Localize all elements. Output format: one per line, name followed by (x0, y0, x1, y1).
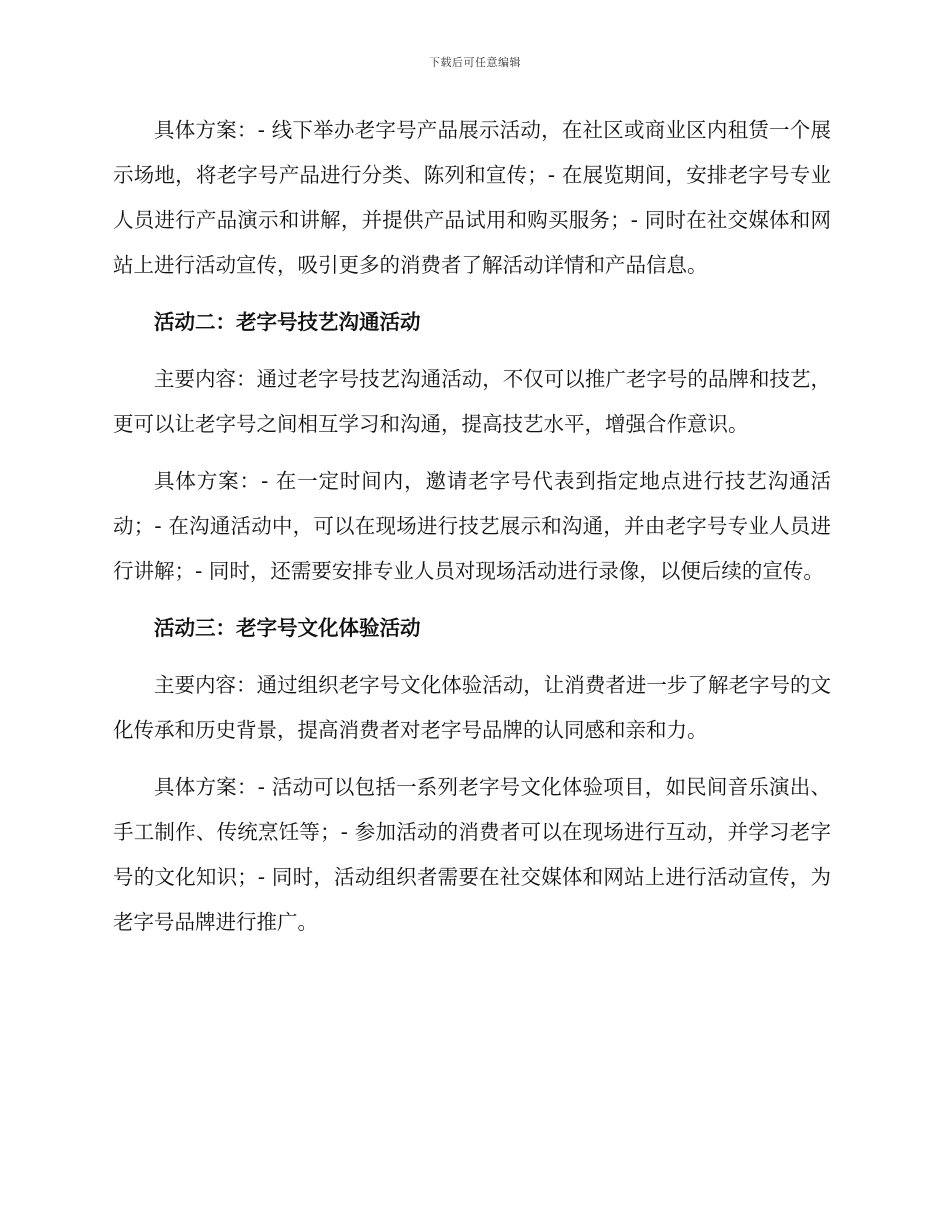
section-heading-activity-2: 活动二：老字号技艺沟通活动 (154, 310, 421, 334)
paragraph-content-3: 主要内容：通过组织老字号文化体验活动，让消费者进一步了解老字号的文化传承和历史背景，提高消费者对老字号品牌的认同感和亲和力。 (113, 673, 831, 742)
paragraph-content-2: 主要内容：通过老字号技艺沟通活动，不仅可以推广老字号的品牌和技艺，更可以让老字号之间相互学习和沟通，提高技艺水平，增强合作意识。 (113, 367, 831, 436)
paragraph-plan-2: 具体方案：- 在一定时间内，邀请老字号代表到指定地点进行技艺沟通活动；- 在沟通活动中，可以在现场进行技艺展示和沟通，并由老字号专业人员进行讲解；- 同时，还需要安排专业人员对现场活动进行录像，以便后续的宣传。 (113, 469, 831, 583)
paragraph-plan-1: 具体方案：- 线下举办老字号产品展示活动，在社区或商业区内租赁一个展示场地，将老字号产品进行分类、陈列和宣传；- 在展览期间，安排老字号专业人员进行产品演示和讲解，并提供产品试用和购买服务；- 同时在社交媒体和网站上进行活动宣传，吸引更多的消费者了解活动详情和产品信息。 (113, 118, 831, 277)
page-header: 下载后可任意编辑 (429, 56, 521, 69)
section-heading-activity-3: 活动三：老字号文化体验活动 (154, 616, 421, 640)
paragraph-plan-3: 具体方案：- 活动可以包括一系列老字号文化体验项目，如民间音乐演出、手工制作、传统烹饪等；- 参加活动的消费者可以在现场进行互动，并学习老字号的文化知识；- 同时，活动组织者需要在社交媒体和网站上进行活动宣传，为老字号品牌进行推广。 (113, 775, 831, 934)
document-body (113, 108, 831, 957)
